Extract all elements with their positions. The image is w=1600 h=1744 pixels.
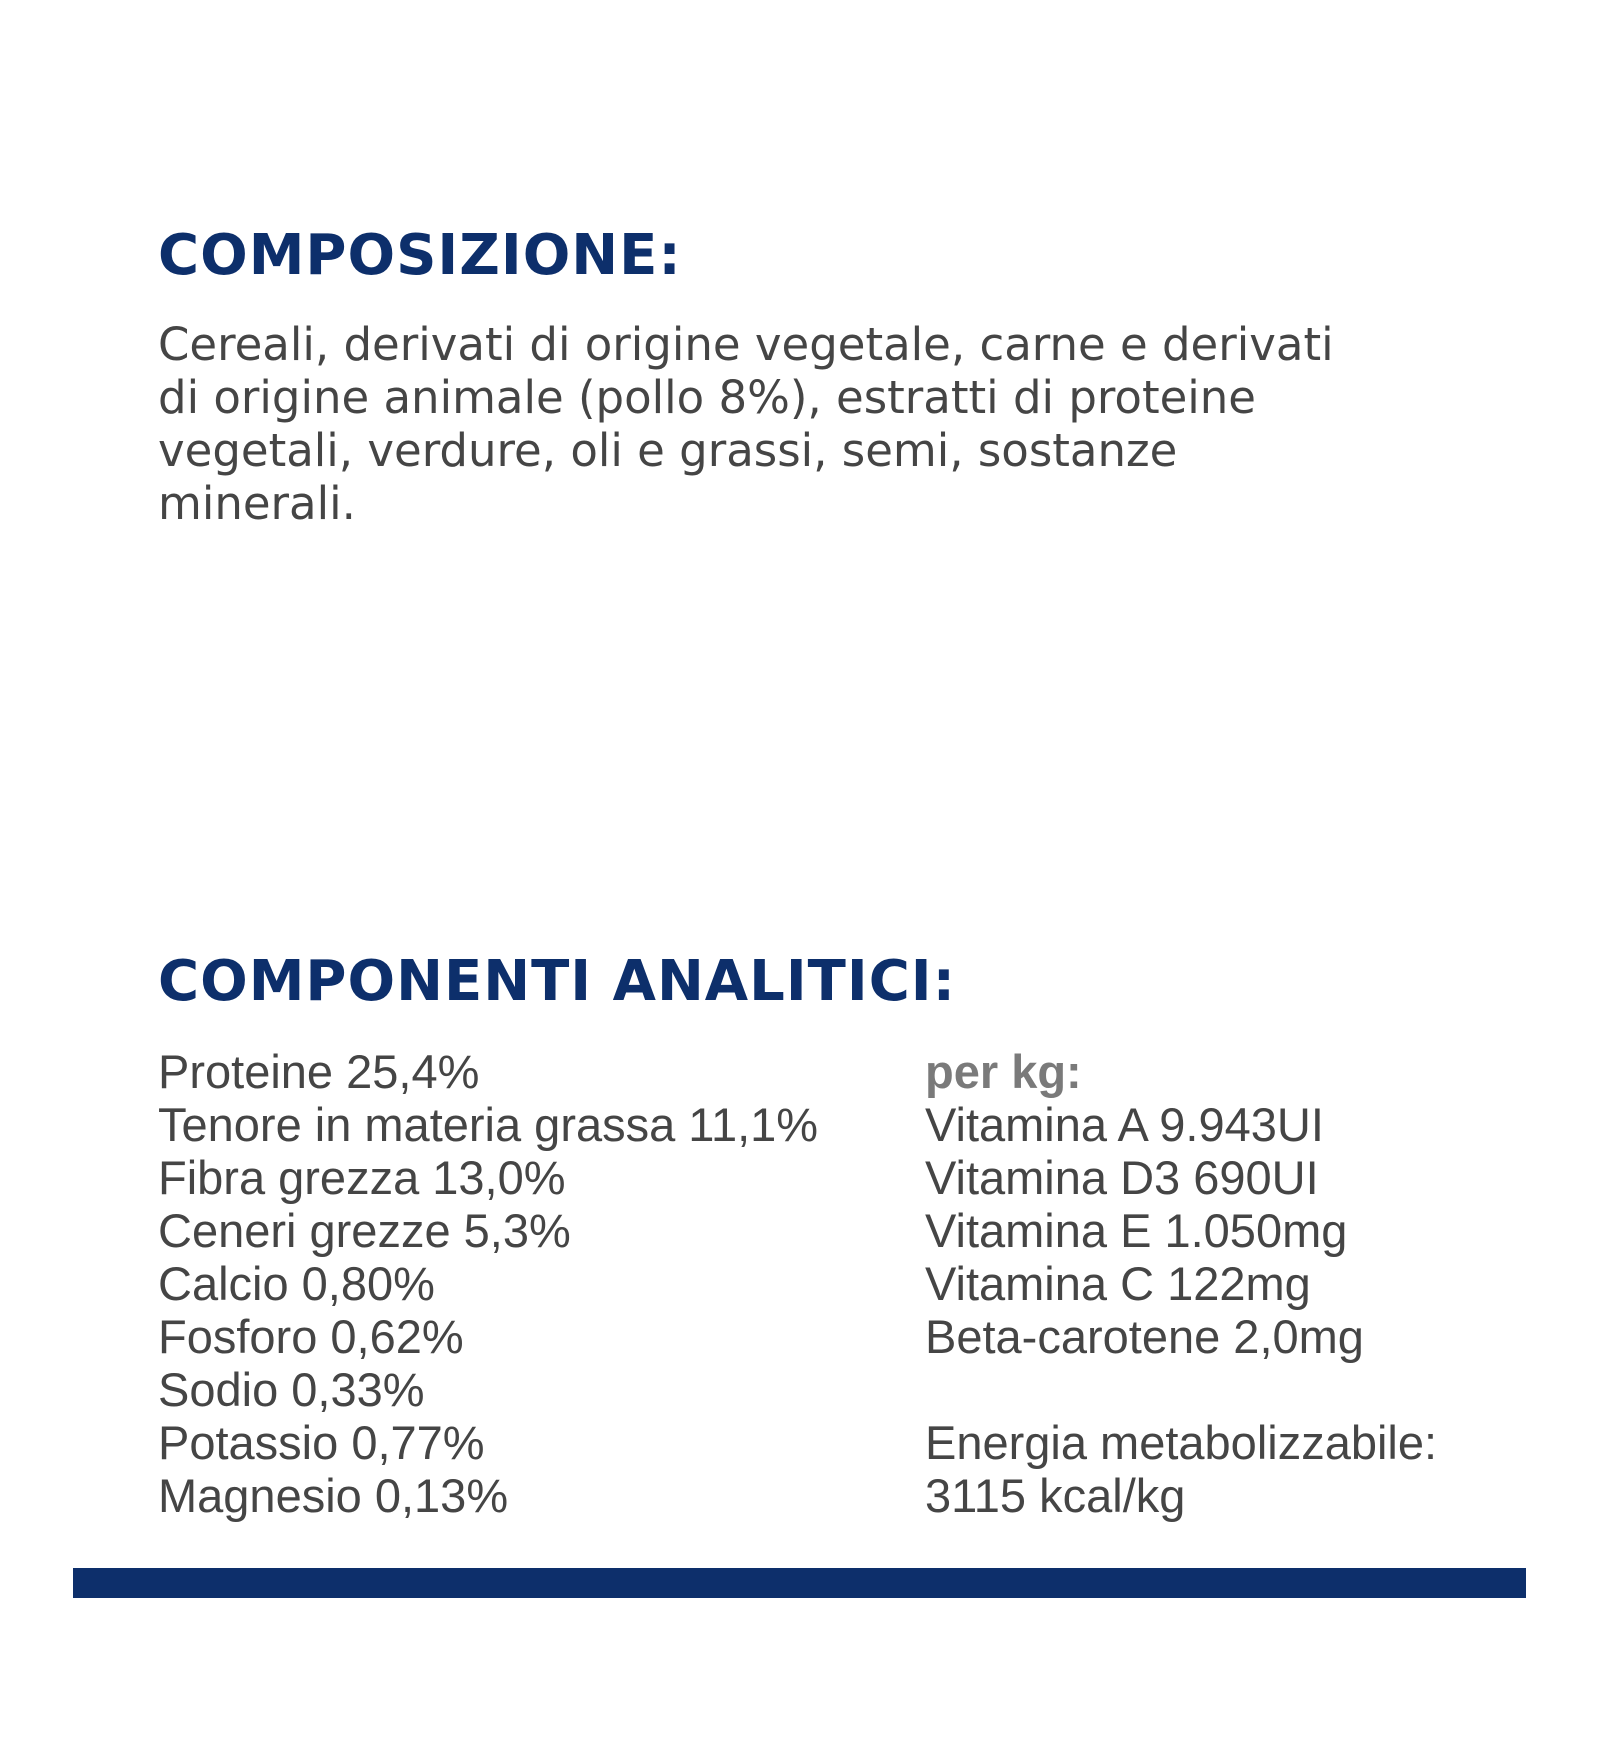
analytic-item: Tenore in materia grassa 11,1% [158,1098,819,1151]
analytic-item: Potassio 0,77% [158,1416,485,1469]
composition-heading: COMPOSIZIONE: [158,223,682,288]
analytics-heading: COMPONENTI ANALITICI: [158,949,957,1014]
vitamin-item: Vitamina E 1.050mg [925,1204,1348,1257]
energy-label: Energia metabolizzabile: [925,1416,1438,1469]
analytic-item: Calcio 0,80% [158,1257,435,1310]
energy-value: 3115 kcal/kg [925,1469,1186,1522]
vitamin-item: Vitamina D3 690UI [925,1151,1319,1204]
spacer [925,1363,1437,1416]
bottom-divider-bar [73,1568,1526,1598]
vitamins-list [925,1045,1437,1522]
analytic-components-list [158,1045,818,1522]
analytic-item: Proteine 25,4% [158,1045,480,1098]
vitamin-item: Vitamina A 9.943UI [925,1098,1324,1151]
analytic-item: Fibra grezza 13,0% [158,1151,566,1204]
vitamin-item: Beta-carotene 2,0mg [925,1310,1364,1363]
analytic-item: Magnesio 0,13% [158,1469,509,1522]
composition-line: di origine animale (pollo 8%), estratti di proteine [158,371,1256,424]
vitamin-item: Vitamina C 122mg [925,1257,1311,1310]
per-kg-label: per kg: [925,1045,1082,1098]
composition-line: vegetali, verdure, oli e grassi, semi, sostanze [158,424,1178,477]
analytic-item: Sodio 0,33% [158,1363,425,1416]
composition-text [158,318,1488,530]
composition-line: minerali. [158,477,356,530]
analytic-item: Fosforo 0,62% [158,1310,464,1363]
composition-line: Cereali, derivati di origine vegetale, carne e derivati [158,318,1334,371]
analytic-item: Ceneri grezze 5,3% [158,1204,571,1257]
